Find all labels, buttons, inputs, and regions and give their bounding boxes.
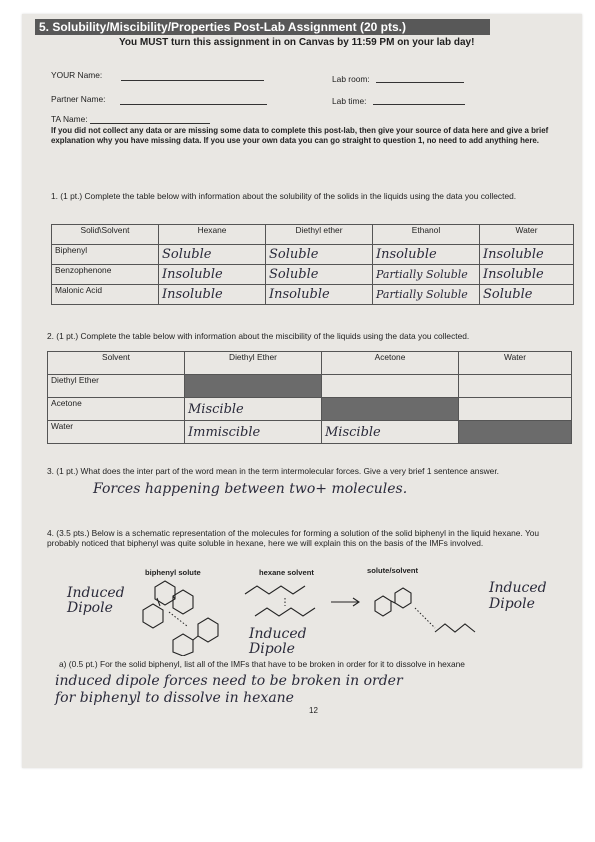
q4a-prompt: a) (0.5 pt.) For the solid biphenyl, list all of the IMFs that have to be broken in order for it to dissolve in hexane — [59, 659, 465, 669]
page-number: 12 — [309, 706, 318, 715]
miscibility-table — [47, 351, 572, 444]
your-name-field[interactable] — [121, 80, 264, 81]
ta-name-label: TA Name: — [51, 114, 88, 124]
answer-cell[interactable]: Partially Soluble — [373, 265, 480, 285]
lab-room-field[interactable] — [376, 82, 464, 83]
table-header-cell: Acetone — [322, 352, 459, 375]
answer-cell[interactable]: Soluble — [159, 245, 266, 265]
answer-cell[interactable] — [459, 375, 572, 398]
lab-room-label: Lab room: — [332, 74, 370, 84]
lab-time-field[interactable] — [373, 104, 465, 105]
answer-cell[interactable] — [459, 398, 572, 421]
table-header-cell: Hexane — [159, 225, 266, 245]
table-header-cell: Water — [480, 225, 574, 245]
table-row — [52, 245, 574, 265]
q3-answer[interactable]: Forces happening between two+ molecules. — [93, 481, 408, 497]
answer-cell[interactable]: Insoluble — [159, 265, 266, 285]
q1-prompt: 1. (1 pt.) Complete the table below with information about the solubility of the solids in the liquids using the data you collected. — [51, 191, 517, 201]
table-header-cell: Diethyl Ether — [185, 352, 322, 375]
answer-cell[interactable]: Soluble — [266, 265, 373, 285]
table-row — [52, 265, 574, 285]
row-label: Diethyl Ether — [48, 375, 185, 398]
benzene-ring — [375, 596, 391, 616]
shaded-cell — [322, 398, 459, 421]
row-label: Biphenyl — [52, 245, 159, 265]
answer-cell[interactable]: Soluble — [266, 245, 373, 265]
biphenyl-label: biphenyl solute — [145, 568, 201, 577]
partner-name-field[interactable] — [120, 104, 267, 105]
answer-cell[interactable]: Insoluble — [480, 245, 574, 265]
solubility-table — [51, 224, 574, 305]
row-label: Benzophenone — [52, 265, 159, 285]
answer-cell[interactable]: Insoluble — [159, 285, 266, 305]
benzene-ring — [198, 618, 218, 642]
table-row — [48, 421, 572, 444]
table-header-cell: Diethyl ether — [266, 225, 373, 245]
q2-prompt: 2. (1 pt.) Complete the table below with information about the miscibility of the liquids using the data you collected. — [47, 331, 470, 341]
table-header-cell: Solvent — [48, 352, 185, 375]
answer-cell[interactable]: Partially Soluble — [373, 285, 480, 305]
molecule-schematic — [135, 576, 480, 656]
table-row — [52, 285, 574, 305]
answer-cell[interactable]: Insoluble — [373, 245, 480, 265]
annotation-right: Induced Dipole — [489, 580, 547, 612]
answer-cell[interactable]: Miscible — [322, 421, 459, 444]
q4a-answer-line-2[interactable]: for biphenyl to dissolve in hexane — [55, 690, 294, 706]
answer-cell[interactable]: Soluble — [480, 285, 574, 305]
row-label: Water — [48, 421, 185, 444]
table-header-cell: Water — [459, 352, 572, 375]
benzene-ring — [173, 634, 193, 656]
answer-cell[interactable]: Immiscible — [185, 421, 322, 444]
annotation-left: Induced Dipole — [67, 585, 125, 616]
lab-time-label: Lab time: — [332, 96, 367, 106]
table-header-row — [52, 225, 574, 245]
partner-name-label: Partner Name: — [51, 94, 106, 104]
ta-name-field[interactable] — [90, 123, 210, 124]
solution-label: solute/solvent — [367, 566, 419, 575]
shaded-cell — [185, 375, 322, 398]
table-header-cell: Solid\Solvent — [52, 225, 159, 245]
table-row — [48, 375, 572, 398]
answer-cell[interactable]: Insoluble — [266, 285, 373, 305]
table-header-cell: Ethanol — [373, 225, 480, 245]
answer-cell[interactable] — [322, 375, 459, 398]
benzene-ring — [395, 588, 411, 608]
annotation-middle: Induced Dipole — [249, 626, 307, 657]
q3-prompt: 3. (1 pt.) What does the inter part of the word mean in the term intermolecular forces. Give a very brief 1 sentence answer. — [47, 466, 499, 476]
benzene-ring — [143, 604, 163, 628]
benzene-ring — [173, 590, 193, 614]
shaded-cell — [459, 421, 572, 444]
row-label: Malonic Acid — [52, 285, 159, 305]
row-label: Acetone — [48, 398, 185, 421]
table-row — [48, 398, 572, 421]
answer-cell[interactable]: Miscible — [185, 398, 322, 421]
q4-prompt: 4. (3.5 pts.) Below is a schematic representation of the molecules for forming a solution of the solid biphenyl in the liquid hexane. You probably noticed that biphenyl was quite soluble in hexane, here we will explain this on the basis of the IMFs involved. — [47, 528, 540, 548]
missing-data-instructions: If you did not collect any data or are missing some data to complete this post-lab, then give your source of data here and give a brief explanation why you have missing data. If you use your own data you can go straight to question 1, no need to add anything here. — [51, 126, 549, 145]
hexane-label: hexane solvent — [259, 568, 314, 577]
page-title: 5. Solubility/Miscibility/Properties Post-Lab Assignment (20 pts.) — [35, 19, 490, 35]
q4a-answer-line-1[interactable]: induced dipole forces need to be broken in order — [55, 673, 403, 689]
table-header-row — [48, 352, 572, 375]
your-name-label: YOUR Name: — [51, 70, 103, 80]
answer-cell[interactable]: Insoluble — [480, 265, 574, 285]
deadline-notice: You MUST turn this assignment in on Canvas by 11:59 PM on your lab day! — [119, 37, 475, 48]
